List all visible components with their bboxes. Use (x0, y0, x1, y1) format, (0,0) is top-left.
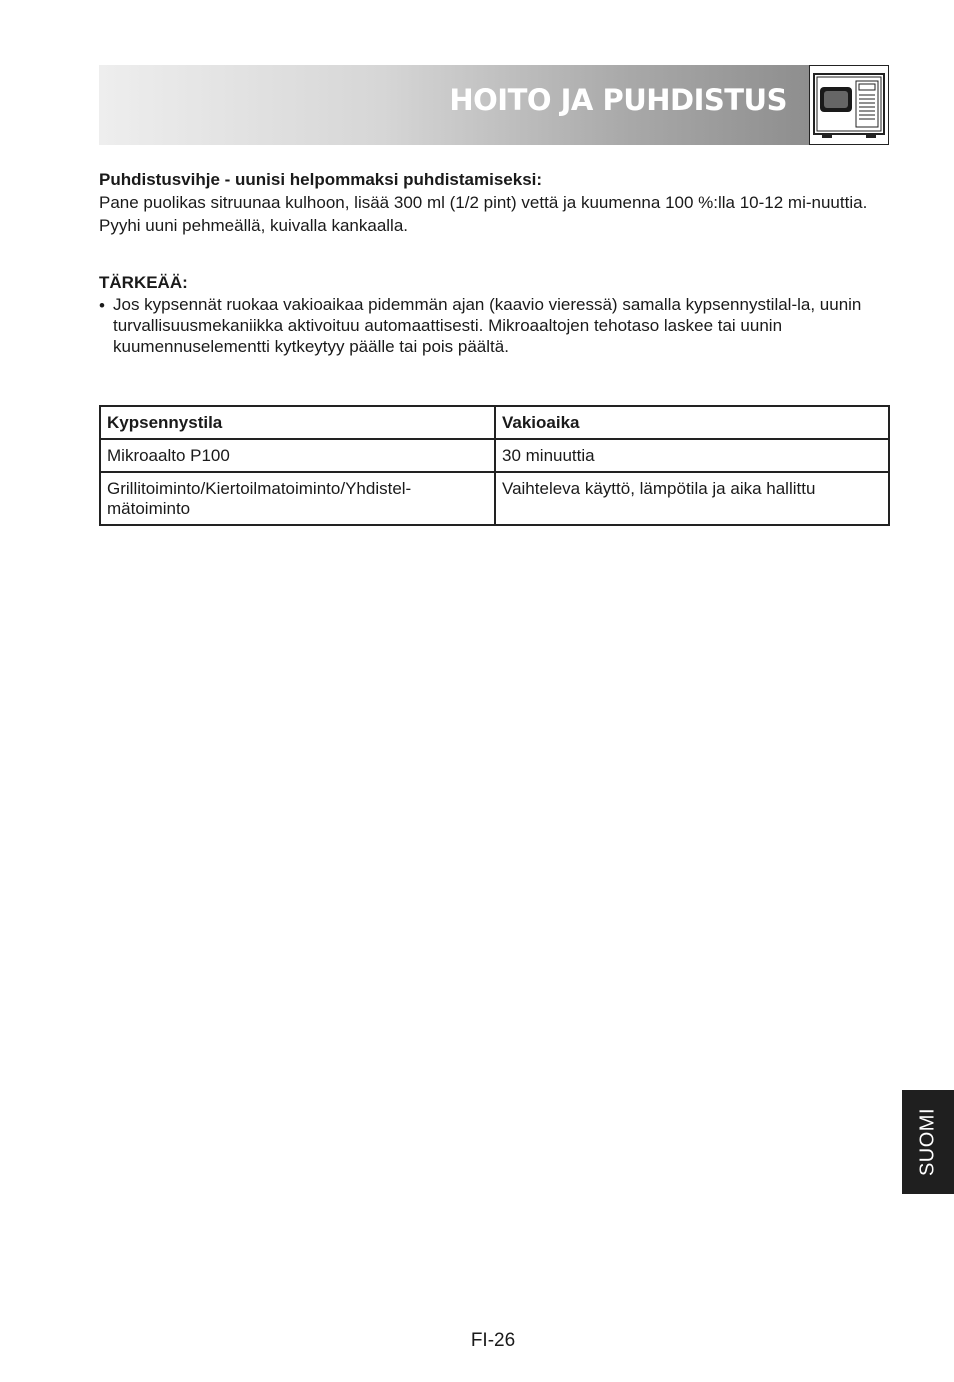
page-number: FI-26 (470, 1330, 516, 1351)
bullet-icon: • (99, 296, 105, 315)
cooking-mode-table (99, 405, 890, 526)
important-bullet-item (99, 294, 889, 357)
table-cell: Mikroaalto P100 (100, 439, 495, 472)
tip-heading: Puhdistusvihje - uunisi helpommaksi puhdistamiseksi: (99, 170, 543, 189)
language-label: SUOMI (916, 1107, 939, 1177)
important-heading: TÄRKEÄÄ: (99, 273, 188, 292)
table-cell: 30 minuuttia (495, 439, 889, 472)
table-header-default-time: Vakioaika (495, 406, 889, 439)
section-title: HOITO JA PUHDISTUS (449, 83, 787, 117)
important-text: Jos kypsennät ruokaa vakioaikaa pidemmän ajan (kaavio vieressä) samalla kypsennystilal-la, uunin turvallisuusmekaniikka aktivoituu automaattisesti. Mikroaaltojen tehotaso laskee tai uunin kuumennuselementti kytkeytyy päälle tai pois päältä. (113, 295, 862, 356)
table-header-row (100, 406, 889, 439)
table-cell: Grillitoiminto/Kiertoilmatoiminto/Yhdistel-mätoiminto (100, 472, 495, 525)
table-row (100, 439, 889, 472)
table-cell: Vaihteleva käyttö, lämpötila ja aika hallittu (495, 472, 889, 525)
main-content (99, 168, 889, 357)
tip-wipe-instruction: Pyyhi uuni pehmeällä, kuivalla kankaalla. (99, 216, 409, 235)
tip-instruction: Pane puolikas sitruunaa kulhoon, lisää 300 ml (1/2 pint) vettä ja kuumenna 100 %:lla 10-12 mi-nuuttia. (99, 193, 868, 212)
section-header-band (99, 65, 809, 145)
table-row (100, 472, 889, 525)
microwave-oven-icon (809, 65, 889, 145)
language-side-tab (902, 1090, 954, 1194)
table-header-cooking-mode: Kypsennystila (100, 406, 495, 439)
